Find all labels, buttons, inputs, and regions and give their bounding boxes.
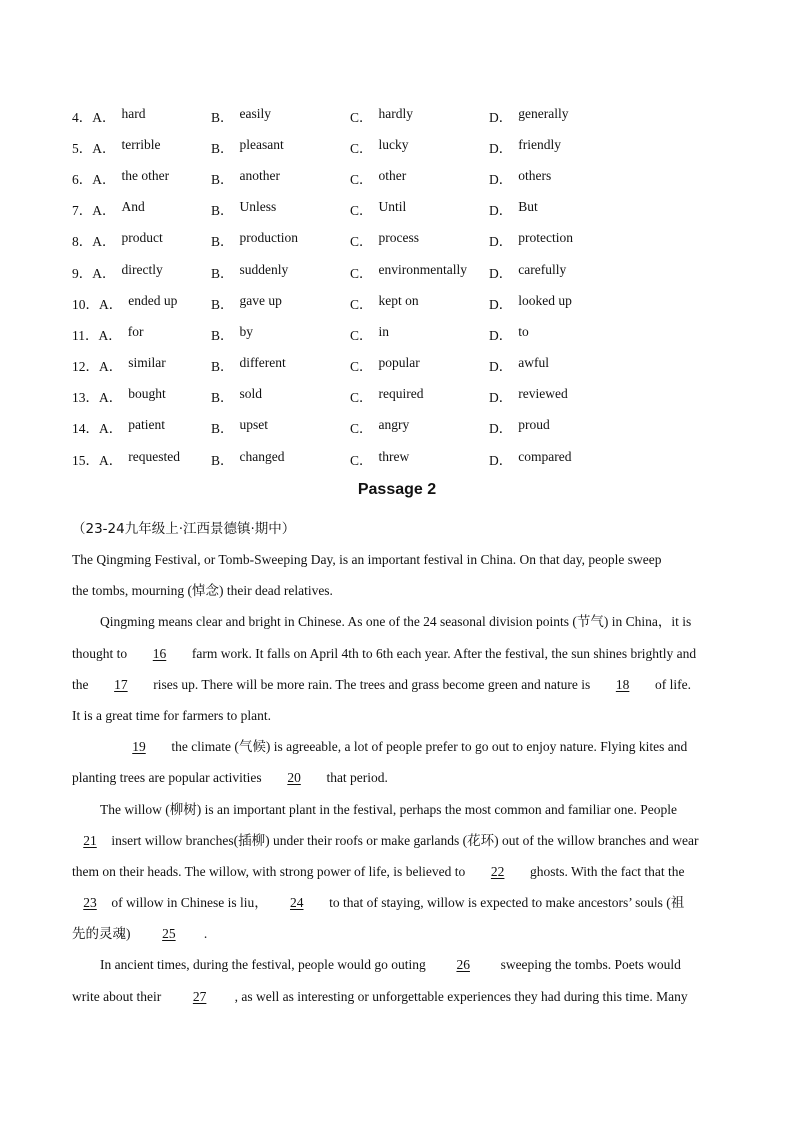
- option-row: [72, 100, 732, 131]
- option-letter: A．: [92, 171, 116, 187]
- option-letter: D．: [489, 327, 513, 343]
- text-segment: insert willow branches(插柳) under their roofs or make garlands (花环) out of the willow branches and wear: [108, 832, 699, 848]
- option-letter: D．: [489, 234, 513, 250]
- option-a: [72, 449, 211, 469]
- option-letter: A．: [99, 296, 123, 312]
- option-row: [72, 256, 732, 287]
- option-text: for: [127, 323, 144, 339]
- option-text: others: [518, 167, 552, 183]
- option-text: to: [518, 323, 529, 339]
- option-text: changed: [239, 448, 285, 464]
- option-text: hardly: [378, 105, 414, 121]
- option-d: [489, 324, 628, 344]
- option-text: production: [239, 230, 299, 246]
- option-b: [211, 230, 350, 250]
- option-text: suddenly: [239, 261, 289, 277]
- text-segment: of life.: [651, 676, 691, 692]
- text-segment: write about their: [72, 988, 165, 1004]
- option-letter: D．: [489, 296, 513, 312]
- option-text: lucky: [378, 136, 409, 152]
- option-b: [211, 293, 350, 313]
- blank-26[interactable]: 26: [456, 957, 470, 973]
- option-text: in: [378, 323, 390, 339]
- option-text: patient: [128, 417, 165, 433]
- option-row: [72, 412, 732, 443]
- option-letter: C．: [350, 296, 373, 312]
- text-segment: them on their heads. The willow, with strong power of life, is believed to: [72, 863, 469, 879]
- option-letter: C．: [350, 203, 373, 219]
- option-letter: A．: [92, 109, 116, 125]
- option-b: [211, 386, 350, 406]
- option-c: [350, 106, 489, 126]
- option-text: by: [239, 323, 254, 339]
- option-letter: B．: [211, 109, 234, 125]
- passage-line: [72, 669, 724, 700]
- option-c: [350, 386, 489, 406]
- option-letter: A．: [92, 265, 116, 281]
- option-text: similar: [128, 355, 166, 371]
- option-text: terrible: [121, 136, 161, 152]
- option-c: [350, 137, 489, 157]
- option-a: [72, 262, 211, 282]
- blank-16[interactable]: 16: [152, 645, 167, 661]
- question-number: 13．: [72, 390, 99, 406]
- option-letter: B．: [211, 265, 234, 281]
- text-segment: It is a great time for farmers to plant.: [72, 707, 272, 723]
- option-letter: A．: [92, 203, 116, 219]
- option-letter: C．: [350, 234, 373, 250]
- text-segment: thought to: [72, 645, 131, 661]
- option-letter: D．: [489, 265, 513, 281]
- passage-title: Passage 2: [357, 481, 437, 498]
- blank-20[interactable]: 20: [287, 770, 301, 786]
- option-letter: D．: [489, 203, 513, 219]
- option-text: protection: [518, 230, 573, 246]
- option-d: [489, 106, 628, 126]
- option-text: another: [239, 167, 280, 183]
- option-c: [350, 324, 489, 344]
- text-segment: In ancient times, during the festival, people would go outing: [100, 957, 430, 973]
- option-d: [489, 386, 628, 406]
- option-text: reviewed: [518, 386, 568, 402]
- option-text: requested: [128, 448, 180, 464]
- option-text: other: [378, 167, 407, 183]
- option-letter: A．: [99, 390, 123, 406]
- question-number: 4．: [72, 109, 93, 125]
- option-letter: C．: [350, 390, 373, 406]
- option-a: [72, 168, 211, 188]
- passage-line: [72, 575, 724, 606]
- option-letter: D．: [489, 421, 513, 437]
- question-number: 15．: [72, 452, 99, 468]
- option-a: [72, 324, 211, 344]
- option-letter: D．: [489, 171, 513, 187]
- text-segment: , as well as interesting or unforgettable experiences they had during this time. Many: [234, 988, 688, 1004]
- option-c: [350, 199, 489, 219]
- option-letter: B．: [211, 140, 234, 156]
- option-text: hard: [121, 105, 146, 121]
- passage-line: [72, 606, 724, 637]
- option-text: easily: [239, 105, 272, 121]
- option-text: upset: [239, 417, 269, 433]
- option-text: But: [518, 199, 538, 215]
- option-c: [350, 262, 489, 282]
- option-row: [72, 162, 732, 193]
- option-a: [72, 230, 211, 250]
- option-b: [211, 417, 350, 437]
- text-segment: to that of staying, willow is expected to make ancestors’ souls (祖: [325, 895, 685, 911]
- option-text: kept on: [378, 292, 419, 308]
- text-segment: 先的灵魂): [72, 926, 134, 942]
- option-letter: A．: [98, 327, 122, 343]
- option-text: bought: [128, 386, 166, 402]
- option-text: Until: [378, 199, 407, 215]
- text-segment: the tombs, mourning (悼念) their dead relatives.: [72, 583, 333, 599]
- question-number: 6．: [72, 171, 93, 187]
- question-number: 8．: [72, 234, 93, 250]
- option-letter: C．: [350, 452, 373, 468]
- option-text: product: [121, 230, 163, 246]
- option-row: [72, 225, 732, 256]
- option-d: [489, 355, 628, 375]
- option-text: compared: [518, 448, 572, 464]
- option-b: [211, 168, 350, 188]
- text-segment: ghosts. With the fact that the: [526, 863, 685, 879]
- blank-19[interactable]: 19: [132, 739, 146, 755]
- option-row: [72, 350, 732, 381]
- option-row: [72, 318, 732, 349]
- option-text: awful: [518, 355, 549, 371]
- option-a: [72, 386, 211, 406]
- question-number: 12．: [72, 359, 99, 375]
- option-letter: B．: [211, 171, 234, 187]
- option-b: [211, 262, 350, 282]
- text-segment: of willow in Chinese is liu，: [108, 895, 268, 911]
- option-b: [211, 199, 350, 219]
- text-segment: farm work. It falls on April 4th to 6th each year. After the festival, the sun shines brightly and: [188, 645, 697, 661]
- text-segment: rises up. There will be more rain. The trees and grass become green and nature is: [149, 676, 594, 692]
- text-segment: .: [203, 926, 208, 942]
- option-row: [72, 443, 732, 474]
- option-text: carefully: [518, 261, 567, 277]
- option-text: friendly: [518, 136, 561, 152]
- option-d: [489, 417, 628, 437]
- option-a: [72, 137, 211, 157]
- option-c: [350, 230, 489, 250]
- option-c: [350, 355, 489, 375]
- option-letter: D．: [489, 140, 513, 156]
- option-letter: D．: [489, 359, 513, 375]
- option-b: [211, 355, 350, 375]
- blank-23[interactable]: 23: [83, 895, 97, 911]
- option-text: directly: [121, 261, 163, 277]
- option-row: [72, 131, 732, 162]
- option-text: gave up: [239, 292, 282, 308]
- question-number: 14．: [72, 421, 99, 437]
- text-segment: Qingming means clear and bright in Chinese. As one of the 24 seasonal division points (节气) in China，it is: [100, 614, 692, 630]
- text-segment: the climate (气候) is agreeable, a lot of people prefer to go out to enjoy nature. Flying kites and: [168, 739, 688, 755]
- option-letter: B．: [211, 421, 234, 437]
- option-text: angry: [378, 417, 410, 433]
- option-letter: C．: [350, 421, 373, 437]
- option-letter: D．: [489, 390, 513, 406]
- option-text: required: [378, 386, 424, 402]
- option-c: [350, 417, 489, 437]
- option-text: generally: [518, 105, 569, 121]
- option-a: [72, 355, 211, 375]
- option-text: sold: [239, 386, 263, 402]
- blank-27[interactable]: 27: [192, 988, 207, 1004]
- blank-24[interactable]: 24: [290, 895, 304, 911]
- option-row: [72, 381, 732, 412]
- blank-18[interactable]: 18: [615, 676, 630, 692]
- option-letter: A．: [99, 421, 123, 437]
- option-d: [489, 199, 628, 219]
- option-letter: C．: [350, 140, 373, 156]
- question-number: 7．: [72, 203, 93, 219]
- option-letter: C．: [350, 171, 373, 187]
- blank-17[interactable]: 17: [114, 676, 128, 692]
- option-d: [489, 168, 628, 188]
- option-c: [350, 293, 489, 313]
- option-letter: A．: [99, 452, 123, 468]
- option-letter: B．: [211, 452, 234, 468]
- option-letter: A．: [99, 359, 123, 375]
- option-letter: A．: [92, 234, 116, 250]
- option-letter: D．: [489, 109, 513, 125]
- option-letter: B．: [211, 203, 234, 219]
- passage-line: [72, 918, 724, 949]
- option-letter: B．: [211, 296, 234, 312]
- text-segment: that period.: [323, 770, 388, 786]
- passage-text: [72, 544, 724, 1012]
- options-table: [72, 100, 732, 474]
- passage-line: [72, 638, 724, 669]
- passage-line: [72, 762, 724, 793]
- passage-source: （23-24九年级上·江西景德镇·期中）: [72, 521, 296, 537]
- passage-line: [72, 825, 724, 856]
- text-segment: The Qingming Festival, or Tomb-Sweeping Day, is an important festival in China. On that day, people sweep: [72, 552, 662, 567]
- text-segment: sweeping the tombs. Poets would: [497, 957, 681, 973]
- option-a: [72, 417, 211, 437]
- option-text: pleasant: [239, 136, 284, 152]
- passage-line: [72, 887, 724, 918]
- blank-21[interactable]: 21: [83, 832, 97, 848]
- question-number: 11．: [72, 327, 99, 343]
- text-segment: planting trees are popular activities: [72, 770, 266, 786]
- option-text: different: [239, 355, 286, 371]
- option-b: [211, 106, 350, 126]
- option-letter: B．: [211, 234, 234, 250]
- passage-line: [72, 949, 724, 980]
- passage-line: [72, 794, 724, 825]
- option-b: [211, 449, 350, 469]
- option-letter: B．: [211, 327, 234, 343]
- option-letter: D．: [489, 452, 513, 468]
- option-text: threw: [378, 448, 410, 464]
- option-a: [72, 293, 211, 313]
- passage-line: [72, 544, 724, 575]
- option-text: Unless: [239, 199, 277, 215]
- option-letter: C．: [350, 327, 373, 343]
- question-number: 5．: [72, 140, 93, 156]
- option-row: [72, 287, 732, 318]
- blank-22[interactable]: 22: [490, 863, 505, 879]
- option-text: popular: [378, 355, 420, 371]
- option-text: the other: [121, 167, 170, 183]
- option-b: [211, 324, 350, 344]
- option-letter: B．: [211, 359, 234, 375]
- option-text: environmentally: [378, 261, 467, 277]
- option-d: [489, 262, 628, 282]
- option-text: ended up: [128, 292, 178, 308]
- question-number: 10．: [72, 296, 99, 312]
- option-c: [350, 449, 489, 469]
- option-letter: C．: [350, 359, 373, 375]
- option-letter: C．: [350, 109, 373, 125]
- option-a: [72, 199, 211, 219]
- passage-line: [72, 700, 724, 731]
- option-d: [489, 230, 628, 250]
- option-letter: C．: [350, 265, 373, 281]
- passage-line: [72, 731, 724, 762]
- option-text: looked up: [518, 292, 572, 308]
- option-text: proud: [518, 417, 550, 433]
- option-text: process: [378, 230, 420, 246]
- passage-line: [72, 856, 724, 887]
- text-segment: The willow (柳树) is an important plant in the festival, perhaps the most common and familiar one. People: [100, 801, 677, 817]
- option-row: [72, 194, 732, 225]
- blank-25[interactable]: 25: [162, 926, 176, 942]
- option-c: [350, 168, 489, 188]
- option-letter: B．: [211, 390, 234, 406]
- option-text: And: [121, 199, 145, 215]
- question-number: 9．: [72, 265, 93, 281]
- option-b: [211, 137, 350, 157]
- option-d: [489, 137, 628, 157]
- text-segment: the: [72, 676, 92, 692]
- option-d: [489, 293, 628, 313]
- option-d: [489, 449, 628, 469]
- option-letter: A．: [92, 140, 116, 156]
- option-a: [72, 106, 211, 126]
- passage-line: [72, 981, 724, 1012]
